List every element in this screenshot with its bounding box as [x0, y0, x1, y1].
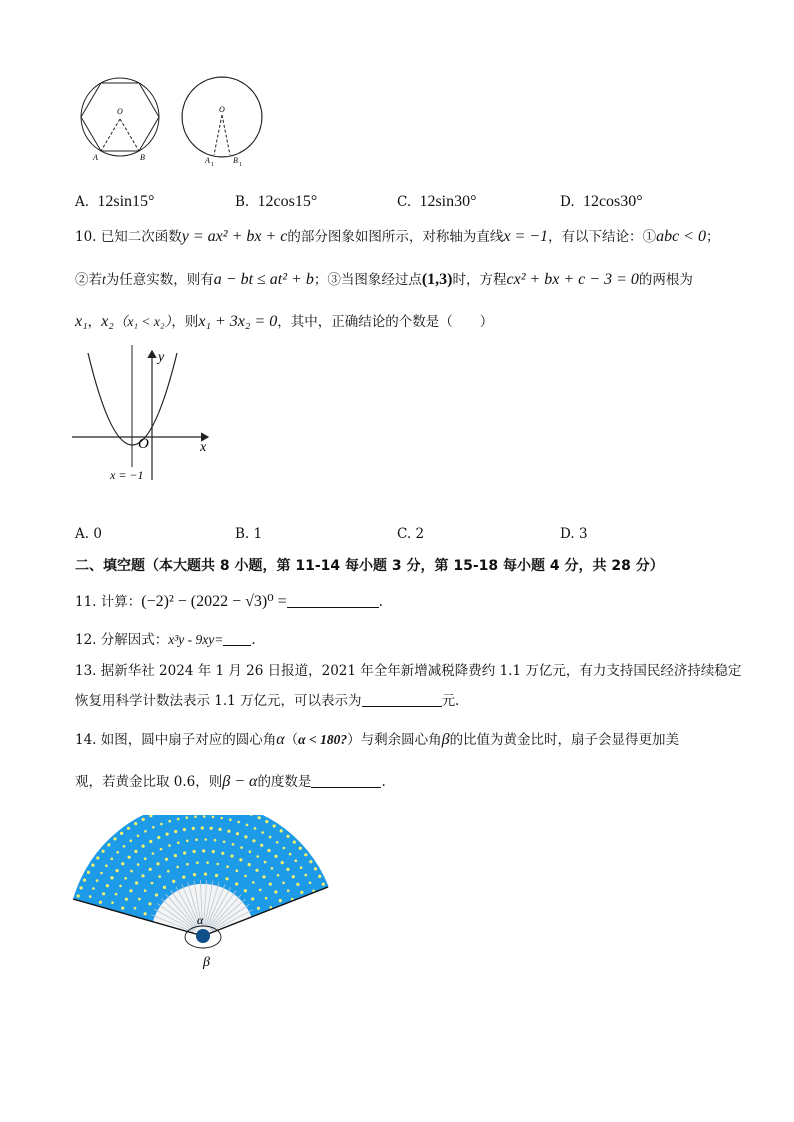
fan-star [116, 851, 119, 854]
fan-star [168, 844, 171, 847]
fan-alpha-label: α [197, 913, 204, 927]
axis-label: x = −1 [110, 468, 144, 482]
fan-star [160, 848, 163, 851]
q9-option-c[interactable]: C. 12sin30° [397, 193, 477, 210]
fan-star [166, 833, 169, 836]
fan-star [155, 893, 158, 896]
fan-star [264, 861, 267, 864]
fan-star [286, 868, 289, 871]
fan-star [292, 875, 295, 878]
fan-star [256, 855, 259, 858]
fan-star [111, 901, 114, 904]
q10-option-a[interactable]: A. 0 [75, 526, 102, 542]
fan-star [168, 820, 171, 823]
q10-option-b[interactable]: B. 1 [235, 526, 263, 542]
fan-star [160, 823, 163, 826]
fan-star [210, 827, 213, 830]
fan-star [244, 835, 247, 838]
fan-star [254, 827, 257, 830]
fan-star [265, 820, 268, 823]
fan-star [226, 865, 229, 868]
fan-star [212, 816, 215, 819]
fan-star [269, 883, 272, 886]
q13-answer-blank[interactable] [362, 692, 442, 707]
q10-line-2: ②若t为任意实数，则有a − bt ≤ at² + b；③当图象经过点(1,3)时，方程cx² + bx + c − 3 = 0的两根为 [75, 271, 693, 288]
fan-star [149, 868, 152, 871]
fan-star [236, 832, 239, 835]
fan-star [235, 882, 238, 885]
fan-star [113, 837, 116, 840]
fan-star [186, 816, 189, 819]
fan-star [225, 877, 228, 880]
fan-star [115, 893, 118, 896]
fan-star [295, 859, 298, 862]
fan-star [283, 847, 286, 850]
q9-left-center-label: O [117, 107, 123, 116]
fan-star [202, 849, 205, 852]
fan-star [206, 861, 209, 864]
fan-star [215, 874, 218, 877]
fan-star [121, 862, 124, 865]
q9-option-a[interactable]: A. 12sin15° [75, 193, 155, 210]
q10-option-c[interactable]: C. 2 [397, 526, 425, 542]
fan-star [289, 853, 292, 856]
fan-star [102, 850, 105, 853]
fan-star [106, 884, 109, 887]
fan-star [134, 907, 137, 910]
fan-star [201, 826, 204, 829]
fan-star [300, 891, 303, 894]
fan-star [157, 836, 160, 839]
q14-line-2: 观，若黄金比取 0.6，则β − α的度数是 . [75, 773, 386, 790]
q9-label-a1: A [205, 156, 210, 165]
q10-option-d[interactable]: D. 3 [560, 526, 588, 542]
fan-star [271, 867, 274, 870]
fan-star [127, 827, 130, 830]
fan-star [186, 840, 189, 843]
circled-three: ③ [327, 272, 341, 288]
fan-star [274, 890, 277, 893]
fan-star [305, 874, 308, 877]
fan-star [279, 899, 282, 902]
fan-star [119, 885, 122, 888]
fan-star [83, 879, 86, 882]
fan-star [300, 866, 303, 869]
fan-star [177, 818, 180, 821]
q9-label-a1-sub: 1 [211, 162, 214, 168]
fan-star [100, 872, 103, 875]
q9-option-b[interactable]: B. 12cos15° [235, 193, 318, 210]
fan-star [240, 846, 243, 849]
fan-star [214, 839, 217, 842]
fan-star [149, 840, 152, 843]
fan-star [182, 876, 185, 879]
fan-star [124, 877, 127, 880]
fan-star [269, 836, 272, 839]
fan-star [96, 879, 99, 882]
fan-star [87, 871, 90, 874]
fan-star [130, 870, 133, 873]
fan-star [105, 864, 108, 867]
fan-star [244, 875, 247, 878]
fan-star [212, 850, 215, 853]
fan-star [167, 870, 170, 873]
fan-star [177, 841, 180, 844]
q9-figure [75, 75, 275, 170]
fan-star [144, 889, 147, 892]
q10-line-1: 10. 已知二次函数y = ax² + bx + c的部分图象如图所示，对称轴为直线x = −1，有以下结论：①abc < 0； [75, 228, 720, 245]
fan-star [176, 866, 179, 869]
fan-star [148, 902, 151, 905]
fan-star [174, 830, 177, 833]
fan-star [269, 906, 272, 909]
fan-pivot [196, 929, 210, 943]
fan-star [276, 841, 279, 844]
fan-star [259, 889, 262, 892]
fan-star [107, 843, 110, 846]
q14-line-1: 14. 如图，圆中扇子对应的圆心角α（α < 180?）与剩余圆心角β的比值为黄金比时，扇子会显得更加美 [75, 731, 680, 748]
fan-star [158, 875, 161, 878]
fan-star [260, 844, 263, 847]
q9-right-center-label: O [219, 105, 225, 114]
section-2-heading: 二、填空题（本大题共 8 小题，第 11-14 每小题 3 分，第 15-18 每小题 4 分，共 28 分） [75, 558, 664, 574]
fan-star [216, 863, 219, 866]
fan-star [96, 856, 99, 859]
fan-star [282, 882, 285, 885]
x-axis-label: x [200, 440, 207, 455]
q9-option-d[interactable]: D. 12cos30° [560, 193, 643, 210]
fan-star [152, 852, 155, 855]
q10-parabola-graph [70, 345, 220, 485]
fan-star [296, 883, 299, 886]
fan-star [236, 869, 239, 872]
fan-star [220, 817, 223, 820]
fan-star [77, 894, 80, 897]
fan-star [151, 882, 154, 885]
fan-star [237, 821, 240, 824]
fan-star [193, 873, 196, 876]
fan-star [172, 880, 175, 883]
fan-star [142, 818, 145, 821]
fan-star [262, 875, 265, 878]
fan-star [274, 855, 277, 858]
fan-star [252, 881, 255, 884]
fan-star [137, 835, 140, 838]
fan-star [286, 835, 289, 838]
fan-star [204, 873, 207, 876]
fan-star [138, 898, 141, 901]
q12: 12. 分解因式：x³y - 9xy= . [75, 632, 256, 648]
fan-star [232, 843, 235, 846]
fan-star [174, 854, 177, 857]
fan-star [227, 830, 230, 833]
fan-star [80, 886, 83, 889]
fan-star [186, 863, 189, 866]
fan-star [265, 897, 268, 900]
fan-star [318, 875, 321, 878]
fan-star [121, 907, 124, 910]
q9-label-a: A [93, 153, 98, 162]
q11-answer-blank[interactable] [287, 593, 379, 608]
fan-star [258, 816, 261, 819]
fan-star [194, 815, 197, 818]
fan-star [99, 901, 102, 904]
fan-star [195, 838, 198, 841]
q9-label-b: B [140, 153, 145, 162]
fan-star [192, 827, 195, 830]
q10-line-3: x₁，x₂（x₁ < x₂），则x₁ + 3x₂ = 0，其中，正确结论的个数是（ ） [75, 313, 494, 330]
fan-star [129, 889, 132, 892]
fan-star [304, 853, 307, 856]
fan-star [102, 892, 105, 895]
fan-star [135, 881, 138, 884]
fan-star [309, 882, 312, 885]
fan-star [193, 850, 196, 853]
q9-label-b1-sub: 1 [239, 162, 242, 168]
fan-star [248, 863, 251, 866]
fan-star [152, 826, 155, 829]
fan-star [196, 861, 199, 864]
fan-star [120, 832, 123, 835]
fan-star [116, 869, 119, 872]
fan-star [299, 847, 302, 850]
fan-star [111, 858, 114, 861]
fan-star [183, 828, 186, 831]
fan-star [261, 831, 264, 834]
fan-star [322, 883, 325, 886]
fan-star [183, 851, 186, 854]
fan-star [244, 889, 247, 892]
fan-star [229, 818, 232, 821]
circled-two: ② [75, 272, 89, 288]
fan-star [273, 824, 276, 827]
fan-star [309, 860, 312, 863]
fan-star [251, 897, 254, 900]
circled-one: ① [642, 229, 657, 245]
fan-star [267, 849, 270, 852]
fan-star [144, 830, 147, 833]
fan-star [204, 838, 207, 841]
fan-star [130, 840, 133, 843]
fan-star [246, 824, 249, 827]
q11: 11. 计算：(−2)² − (2022 − √3)⁰ = . [75, 593, 383, 610]
fan-star [128, 856, 131, 859]
origin-label: O [138, 436, 149, 452]
fan-star [230, 855, 233, 858]
fan-star [203, 815, 206, 818]
fan-star [141, 874, 144, 877]
fan-star [252, 839, 255, 842]
fan-star [219, 828, 222, 831]
fan-star [134, 822, 137, 825]
q13-line-1: 13. 据新华社 2024 年 1 月 26 日报道，2021 年全年新增减税降费约 1.1 万亿元，有力支持国民经济持续稳定 [75, 663, 742, 679]
fan-star [142, 845, 145, 848]
fan-star [144, 857, 147, 860]
fan-star [281, 861, 284, 864]
fan-star [239, 858, 242, 861]
y-axis-label: y [158, 350, 165, 365]
q14-fan-figure [70, 815, 335, 975]
fan-star [163, 886, 166, 889]
fan-beta-label: β [203, 955, 210, 970]
fan-star [156, 862, 159, 865]
fan-star [125, 898, 128, 901]
fan-star [255, 869, 258, 872]
q12-answer-blank[interactable] [223, 631, 251, 646]
fan-star [277, 874, 280, 877]
fan-star [314, 867, 317, 870]
fan-star [89, 895, 92, 898]
fan-star [92, 887, 95, 890]
fan-star [293, 841, 296, 844]
q14-answer-blank[interactable] [311, 773, 381, 788]
fan-star [110, 876, 113, 879]
fan-star [223, 841, 226, 844]
fan-star [123, 845, 126, 848]
q9-label-b1: B [233, 156, 238, 165]
fan-star [91, 864, 94, 867]
q13-line-2: 恢复用科学计数法表示 1.1 万亿元，可以表示为 元. [75, 693, 460, 709]
fan-star [257, 907, 260, 910]
fan-star [280, 829, 283, 832]
fan-star [144, 912, 147, 915]
fan-star [165, 858, 168, 861]
fan-star [134, 850, 137, 853]
fan-star [221, 852, 224, 855]
fan-star [249, 850, 252, 853]
fan-star [137, 863, 140, 866]
fan-star [287, 889, 290, 892]
